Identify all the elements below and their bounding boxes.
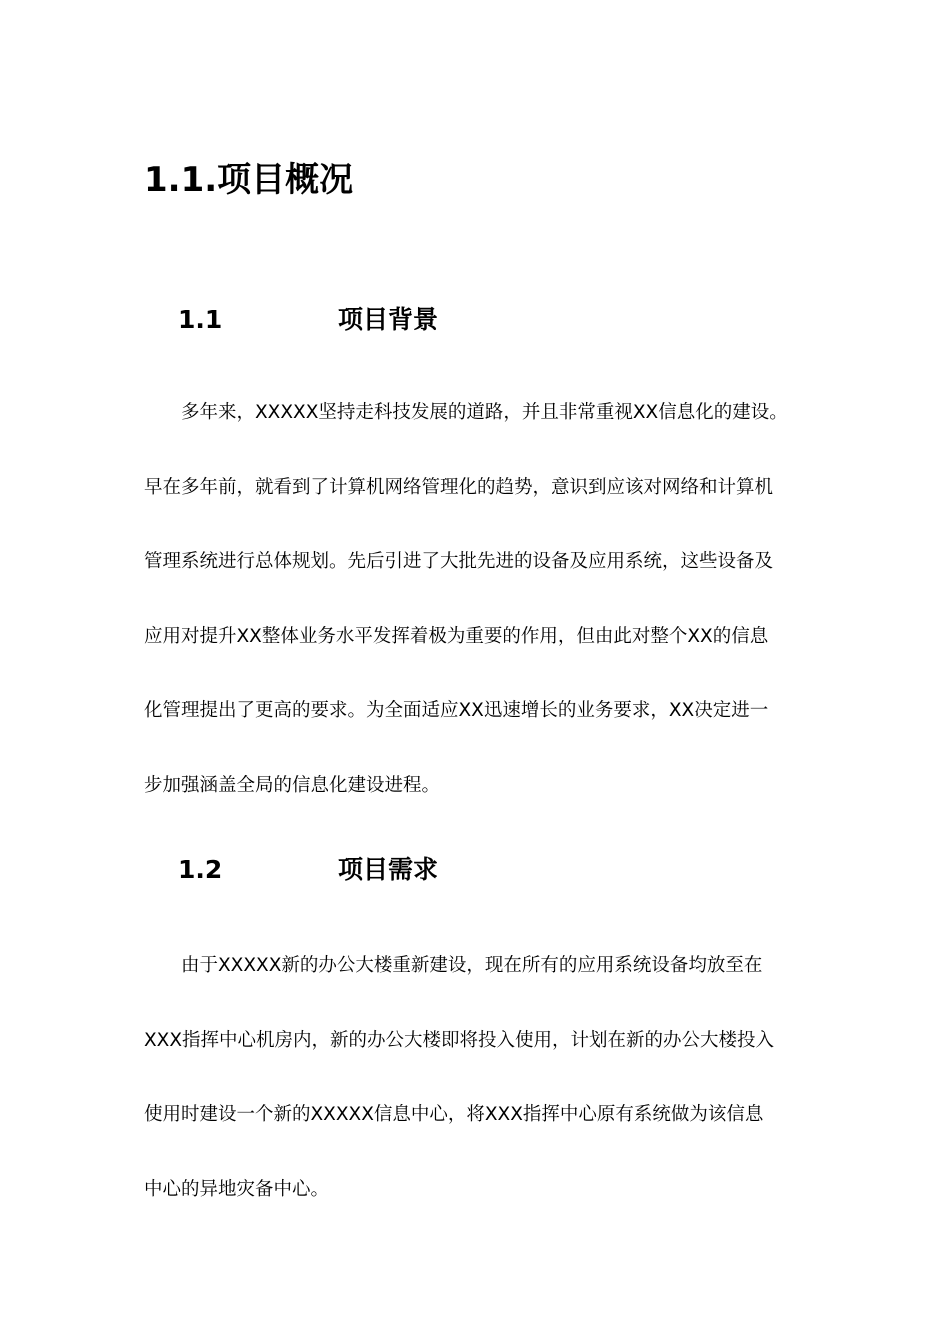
section-title: 项目背景: [338, 305, 439, 334]
paragraph-line: 应用对提升XX整体业务水平发挥着极为重要的作用，但由此对整个XX的信息: [144, 625, 769, 647]
section-heading-requirements: [178, 850, 438, 890]
section-number: 1.1: [178, 305, 223, 334]
section-number: 1.2: [178, 855, 223, 884]
section-title: 项目需求: [338, 855, 439, 884]
paragraph-line: 早在多年前，就看到了计算机网络管理化的趋势，意识到应该对网络和计算机: [144, 476, 774, 498]
paragraph-line: XXX指挥中心机房内，新的办公大楼即将投入使用，计划在新的办公大楼投入: [144, 1029, 775, 1051]
paragraph-line: 中心的异地灾备中心。: [144, 1178, 330, 1200]
paragraph-line: 管理系统进行总体规划。先后引进了大批先进的设备及应用系统，这些设备及: [144, 551, 774, 573]
paragraph-line: 化管理提出了更高的要求。为全面适应XX迅速增长的业务要求，XX决定进一: [144, 700, 769, 722]
section-heading-background: [178, 300, 438, 340]
paragraph-requirements: [144, 929, 824, 1227]
paragraph-line: 使用时建设一个新的XXXXX信息中心，将XXX指挥中心原有系统做为该信息: [144, 1104, 764, 1126]
paragraph-line: 步加强涵盖全局的信息化建设进程。: [144, 774, 441, 796]
paragraph-background: [144, 376, 824, 824]
paragraph-line: 多年来，XXXXX坚持走科技发展的道路，并且非常重视XX信息化的建设。: [181, 402, 788, 423]
paragraph-line: 由于XXXXX新的办公大楼重新建设，现在所有的应用系统设备均放至在: [181, 955, 763, 976]
document-title: 1.1.项目概况: [144, 160, 354, 200]
